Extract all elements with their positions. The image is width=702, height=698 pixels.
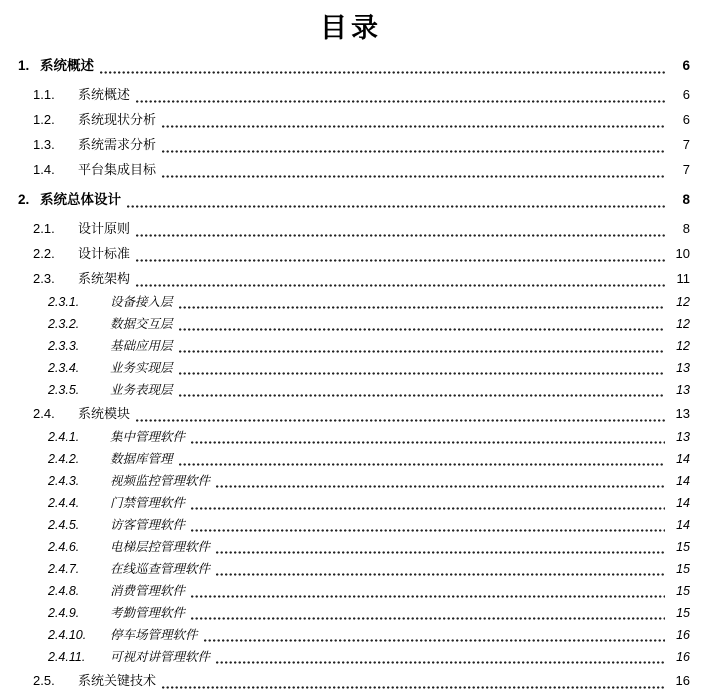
toc-entry-title: 在线巡查管理软件 xyxy=(110,562,211,576)
toc-entry-number: 2.4.4. xyxy=(48,496,80,510)
toc-entry-page: 15 xyxy=(676,606,690,620)
dot-leader xyxy=(100,71,665,74)
toc-entry[interactable] xyxy=(0,241,690,266)
toc-entry-title: 数据交互层 xyxy=(110,317,173,331)
toc-entry-page: 6 xyxy=(682,87,690,102)
toc-entry-page: 14 xyxy=(676,496,690,510)
toc-entry[interactable] xyxy=(0,157,690,182)
table-of-contents xyxy=(0,54,702,693)
toc-entry-page: 15 xyxy=(676,540,690,554)
toc-entry-number: 2.4.2. xyxy=(48,452,80,466)
toc-entry-page: 7 xyxy=(682,137,690,152)
toc-entry[interactable] xyxy=(0,54,690,78)
toc-entry[interactable] xyxy=(0,470,690,492)
toc-entry-title: 系统架构 xyxy=(78,271,131,286)
toc-entry-number: 2.3.2. xyxy=(48,317,80,331)
toc-entry[interactable] xyxy=(0,426,690,448)
toc-entry-title: 视频监控管理软件 xyxy=(110,474,211,488)
toc-entry[interactable] xyxy=(0,558,690,580)
toc-entry-title: 基础应用层 xyxy=(110,339,173,353)
toc-entry-title: 系统现状分析 xyxy=(78,112,157,127)
toc-entry-page: 12 xyxy=(676,339,690,353)
dot-leader xyxy=(179,463,665,466)
toc-entry-title: 业务实现层 xyxy=(110,361,173,375)
dot-leader xyxy=(136,419,665,422)
toc-entry[interactable] xyxy=(0,401,690,426)
toc-entry-number: 2.4.3. xyxy=(48,474,80,488)
toc-entry-number: 2.3.5. xyxy=(48,383,80,397)
toc-entry-number: 2.4. xyxy=(33,406,55,421)
toc-entry[interactable] xyxy=(0,188,690,212)
toc-entry-title: 电梯层控管理软件 xyxy=(110,540,211,554)
toc-entry[interactable] xyxy=(0,335,690,357)
toc-entry[interactable] xyxy=(0,266,690,291)
dot-leader xyxy=(191,529,665,532)
toc-entry-title: 业务表现层 xyxy=(110,383,173,397)
toc-entry-title: 考勤管理软件 xyxy=(110,606,186,620)
toc-entry-title: 系统概述 xyxy=(78,87,131,102)
toc-entry-page: 16 xyxy=(676,628,690,642)
toc-entry[interactable] xyxy=(0,357,690,379)
toc-entry-number: 2.4.5. xyxy=(48,518,80,532)
dot-leader xyxy=(179,350,665,353)
dot-leader xyxy=(136,284,665,287)
toc-entry[interactable] xyxy=(0,313,690,335)
toc-entry-page: 13 xyxy=(676,383,690,397)
dot-leader xyxy=(162,150,665,153)
toc-entry-title: 访客管理软件 xyxy=(110,518,186,532)
dot-leader xyxy=(162,175,665,178)
toc-entry-number: 2.4.7. xyxy=(48,562,80,576)
toc-entry[interactable] xyxy=(0,107,690,132)
toc-entry-number: 2.3.1. xyxy=(48,295,80,309)
dot-leader xyxy=(191,617,665,620)
toc-entry-title: 数据库管理 xyxy=(110,452,173,466)
toc-entry[interactable] xyxy=(0,448,690,470)
toc-entry-number: 2.2. xyxy=(33,246,55,261)
toc-entry-number: 2.4.10. xyxy=(48,628,87,642)
toc-entry-page: 12 xyxy=(676,295,690,309)
toc-entry-title: 设计标准 xyxy=(78,246,131,261)
dot-leader xyxy=(136,100,665,103)
toc-entry-number: 2.1. xyxy=(33,221,55,236)
toc-entry[interactable] xyxy=(0,492,690,514)
toc-entry-page: 10 xyxy=(675,246,690,261)
toc-entry-number: 1. xyxy=(18,58,30,73)
toc-entry[interactable] xyxy=(0,291,690,313)
toc-entry[interactable] xyxy=(0,580,690,602)
toc-entry-page: 15 xyxy=(676,584,690,598)
toc-entry-title: 集中管理软件 xyxy=(110,430,186,444)
toc-entry-title: 门禁管理软件 xyxy=(110,496,186,510)
dot-leader xyxy=(136,234,665,237)
toc-entry-page: 8 xyxy=(682,221,690,236)
toc-entry-page: 6 xyxy=(682,58,690,73)
dot-leader xyxy=(216,485,665,488)
toc-entry[interactable] xyxy=(0,624,690,646)
dot-leader xyxy=(136,259,665,262)
dot-leader xyxy=(191,441,665,444)
toc-entry-title: 系统模块 xyxy=(78,406,131,421)
toc-entry[interactable] xyxy=(0,132,690,157)
toc-entry-page: 12 xyxy=(676,317,690,331)
toc-entry-number: 1.3. xyxy=(33,137,55,152)
toc-entry-page: 6 xyxy=(682,112,690,127)
toc-entry-page: 13 xyxy=(676,361,690,375)
toc-entry[interactable] xyxy=(0,379,690,401)
toc-entry-number: 2.4.8. xyxy=(48,584,80,598)
toc-entry-number: 1.2. xyxy=(33,112,55,127)
toc-entry-page: 16 xyxy=(676,650,690,664)
dot-leader xyxy=(216,551,665,554)
dot-leader xyxy=(179,328,665,331)
toc-entry[interactable] xyxy=(0,514,690,536)
toc-entry-page: 16 xyxy=(675,673,690,688)
toc-entry-page: 11 xyxy=(676,271,690,286)
toc-entry-number: 2.3.3. xyxy=(48,339,80,353)
toc-entry-page: 8 xyxy=(682,192,690,207)
toc-entry-number: 2.4.9. xyxy=(48,606,80,620)
toc-entry-number: 2.4.1. xyxy=(48,430,80,444)
toc-entry-number: 1.4. xyxy=(33,162,55,177)
toc-entry-page: 13 xyxy=(676,430,690,444)
toc-entry-number: 2.5. xyxy=(33,673,55,688)
dot-leader xyxy=(162,686,665,689)
toc-entry[interactable] xyxy=(0,602,690,624)
toc-entry-title: 系统总体设计 xyxy=(40,192,121,207)
toc-entry-page: 7 xyxy=(682,162,690,177)
dot-leader xyxy=(127,205,665,208)
toc-entry-title: 系统需求分析 xyxy=(78,137,157,152)
toc-entry[interactable] xyxy=(0,82,690,107)
toc-entry[interactable] xyxy=(0,216,690,241)
dot-leader xyxy=(179,306,665,309)
toc-entry-title: 系统关键技术 xyxy=(78,673,157,688)
dot-leader xyxy=(191,507,665,510)
toc-entry-page: 13 xyxy=(675,406,690,421)
dot-leader xyxy=(179,372,665,375)
toc-entry-title: 系统概述 xyxy=(40,58,94,73)
dot-leader xyxy=(179,394,665,397)
toc-entry[interactable] xyxy=(0,536,690,558)
toc-entry-number: 2.3. xyxy=(33,271,55,286)
toc-title: 目录 xyxy=(320,13,382,43)
toc-entry-number: 2.3.4. xyxy=(48,361,80,375)
toc-entry-title: 停车场管理软件 xyxy=(110,628,198,642)
dot-leader xyxy=(216,661,665,664)
toc-entry[interactable] xyxy=(0,646,690,668)
toc-entry-number: 1.1. xyxy=(33,87,55,102)
toc-entry-title: 设计原则 xyxy=(78,221,131,236)
dot-leader xyxy=(162,125,665,128)
dot-leader xyxy=(216,573,665,576)
toc-entry[interactable] xyxy=(0,668,690,693)
toc-entry-page: 14 xyxy=(676,452,690,466)
toc-entry-page: 14 xyxy=(676,474,690,488)
dot-leader xyxy=(204,639,665,642)
toc-entry-title: 可视对讲管理软件 xyxy=(110,650,211,664)
toc-entry-page: 14 xyxy=(676,518,690,532)
toc-entry-title: 平台集成目标 xyxy=(78,162,157,177)
toc-entry-number: 2.4.6. xyxy=(48,540,80,554)
dot-leader xyxy=(191,595,665,598)
toc-entry-number: 2. xyxy=(18,192,30,207)
toc-entry-title: 消费管理软件 xyxy=(110,584,186,598)
toc-entry-number: 2.4.11. xyxy=(48,650,86,664)
toc-entry-page: 15 xyxy=(676,562,690,576)
toc-entry-title: 设备接入层 xyxy=(110,295,173,309)
